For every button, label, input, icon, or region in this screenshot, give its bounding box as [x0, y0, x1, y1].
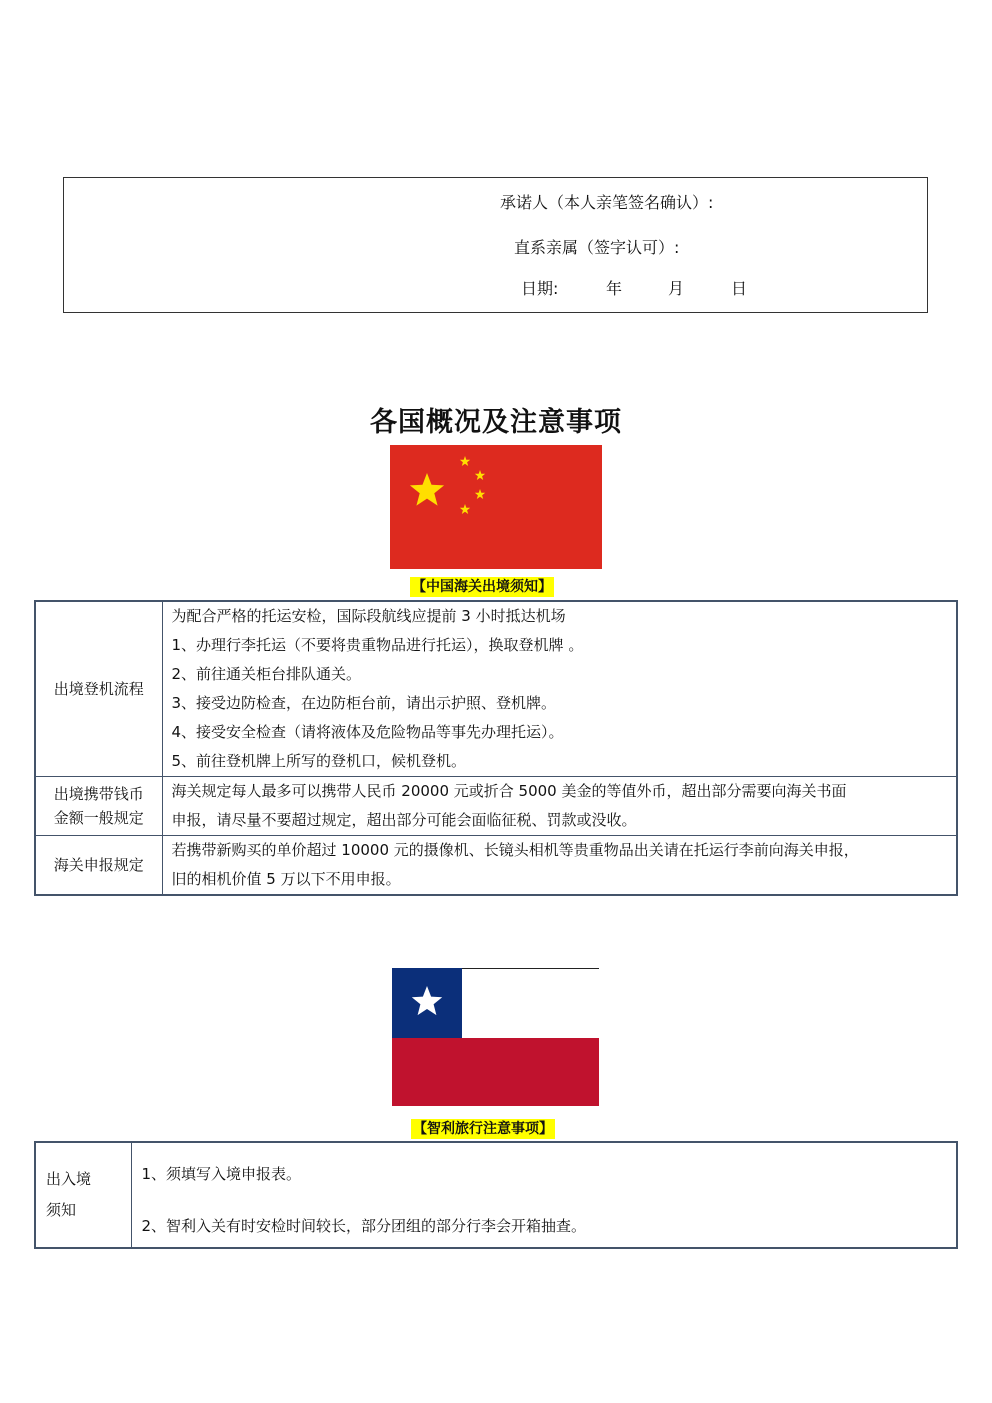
china-flag-field — [390, 445, 602, 569]
signature-box — [63, 177, 928, 313]
table-row-label — [35, 1142, 131, 1248]
table-row-label: 海关申报规定 — [35, 836, 162, 896]
table-text-line: 3、接受边防检查，在边防柜台前，请出示护照、登机牌。 — [171, 694, 557, 712]
date-year-label: 年 — [606, 279, 623, 298]
table-text-line: 4、接受安全检查（请将液体及危险物品等事先办理托运）。 — [171, 723, 564, 741]
chile-flag-red-band — [392, 1038, 599, 1106]
table-text-line: 1、须填写入境申报表。 — [141, 1165, 302, 1183]
table-text-line: 1、办理行李托运（不要将贵重物品进行托运），换取登机牌 。 — [171, 636, 584, 654]
date-label: 日期: — [521, 279, 559, 298]
table-row — [35, 777, 957, 836]
chile-notes-table — [34, 1141, 958, 1249]
table-text-line: 2、前往通关柜台排队通关。 — [171, 665, 362, 683]
table-text-line: 申报，请尽量不要超过规定，超出部分可能会面临征税、罚款或没收。 — [171, 811, 637, 829]
china-customs-table — [34, 600, 958, 896]
table-text-line: 若携带新购买的单价超过 10000 元的摄像机、长镜头相机等贵重物品出关请在托运行李前向海关申报， — [171, 841, 859, 859]
chile-flag-image — [392, 968, 599, 1106]
table-label-line: 须知 — [46, 1201, 77, 1219]
china-flag-image — [390, 445, 602, 569]
table-text-line: 为配合严格的托运安检，国际段航线应提前 3 小时抵达机场 — [171, 607, 566, 625]
date-month-label: 月 — [668, 279, 685, 298]
page-title: 各国概况及注意事项 — [370, 407, 622, 438]
table-row — [35, 601, 957, 777]
table-row-content — [131, 1142, 957, 1248]
table-row — [35, 836, 957, 896]
table-label-line: 出境携带钱币 — [53, 785, 144, 803]
table-text-line: 旧的相机价值 5 万以下不用申报。 — [171, 870, 401, 888]
relative-signature-label: 直系亲属（签字认可）: — [514, 238, 680, 257]
date-day-label: 日 — [731, 279, 748, 298]
table-row — [35, 1142, 957, 1248]
table-row-content — [162, 601, 957, 777]
table-text-line: 5、前往登机牌上所写的登机口，候机登机。 — [171, 752, 467, 770]
table-label-line: 金额一般规定 — [53, 809, 144, 827]
china-customs-caption: 【中国海关出境须知】 — [412, 579, 552, 595]
table-text-line: 2、智利入关有时安检时间较长，部分团组的部分行李会开箱抽查。 — [141, 1217, 587, 1235]
table-row-content — [162, 836, 957, 896]
table-row-label — [35, 777, 162, 836]
promisor-signature-label: 承诺人（本人亲笔签名确认）: — [500, 193, 714, 212]
table-text-line: 海关规定每人最多可以携带人民币 20000 元或折合 5000 美金的等值外币，超出部分需要向海关书面 — [171, 782, 847, 800]
table-row-label: 出境登机流程 — [35, 601, 162, 777]
table-row-content — [162, 777, 957, 836]
table-label-line: 出入境 — [46, 1170, 92, 1188]
chile-notes-caption: 【智利旅行注意事项】 — [413, 1121, 553, 1137]
